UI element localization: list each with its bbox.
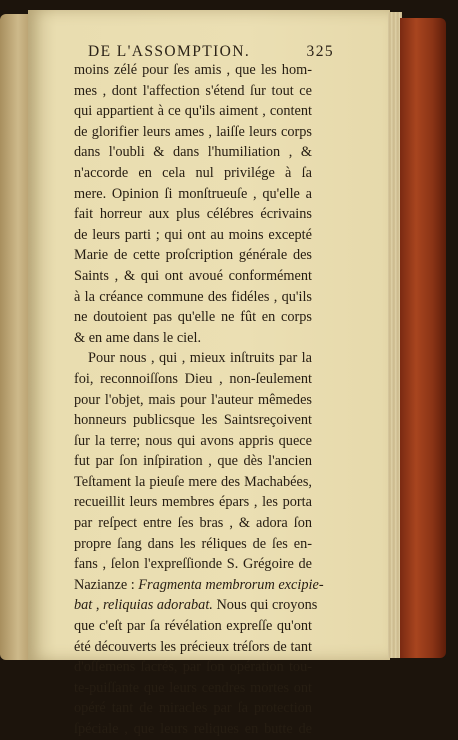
text-line: ſur la terre; nous qui avons appris quece <box>74 432 312 449</box>
text-line: dans l'oubli & dans l'humiliation , & <box>74 144 312 161</box>
text-line: fait horreur aux plus célébres écrivains <box>74 206 312 223</box>
text-line: à la créance commune des fidéles , qu'ils <box>74 288 312 305</box>
text-line: Marie de cette proſcription générale des <box>74 247 312 264</box>
text-line: été découverts les précieux tréſors de tant <box>74 638 312 655</box>
text-line: pour l'objet, mais pour l'auteur mêmedes <box>74 391 312 408</box>
book-cover <box>400 18 446 658</box>
text-line: & en ame dans le ciel. <box>74 329 202 346</box>
text-line: fut par ſon inſpiration , que dès l'ancien <box>74 453 312 470</box>
running-head <box>88 43 334 61</box>
text-line: d'oſſemens ſacrés, par ſon opération tou- <box>74 659 312 676</box>
text-line: propre ſang dans les réliques de ſes en- <box>74 535 312 552</box>
text-line: moins zélé pour ſes amis , que les hom- <box>74 62 312 78</box>
text-line: te-puiſſante que leurs cendres mortes ont <box>74 679 312 696</box>
text-line: Nazianze : Fragmenta membrorum excipie- <box>74 576 324 593</box>
body-text <box>74 60 324 740</box>
text-line: qui appartient à ce qu'ils aiment , content <box>74 103 312 120</box>
text-line: bat , reliquias adorabat. Nous qui croyons <box>74 597 318 614</box>
text-line: de glorifier leurs ames , laiſſe leurs corps <box>74 123 312 140</box>
text-line: que c'eſt par ſa révélation expreſſe qu'ont <box>74 618 312 635</box>
page-number: 325 <box>306 43 334 60</box>
text-line: par reſpect entre ſes bras , & adora ſon <box>74 515 312 532</box>
text-line: recueillit leurs membres épars , les porta <box>74 494 312 511</box>
running-head-title: DE L'ASSOMPTION. <box>88 43 251 60</box>
text-line: ne doutoient pas qu'elle ne fût en corps <box>74 309 312 326</box>
text-line: foi, reconnoiſſons Dieu , non-ſeulement <box>74 370 312 387</box>
text-line: ſpéciale , que leurs reliques en butte de <box>74 721 312 737</box>
text-line: fans , ſelon l'expreſſionde S. Grégoire de <box>74 556 312 573</box>
text-line: opéré tant de miracles par ſa protection <box>74 700 312 717</box>
text-line: Teſtament la pieuſe mere des Machabées, <box>74 473 312 490</box>
text-line: Pour nous , qui , mieux inſtruits par la <box>88 350 312 367</box>
text-line: n'accorde en cela nul privilége à ſa <box>74 164 312 181</box>
text-line: mere. Opinion ſi monſtrueuſe , qu'elle a <box>74 185 312 202</box>
text-line: honneurs publicsque les Saintsreçoivent <box>74 412 312 429</box>
text-line: de leurs parti ; qui ont au moins excepté <box>74 226 312 243</box>
text-line: Saints , & qui ont avoué conformément <box>74 267 312 284</box>
text-line: mes , dont l'affection s'étend ſur tout ce <box>74 82 312 99</box>
facing-page-edge <box>0 14 30 660</box>
